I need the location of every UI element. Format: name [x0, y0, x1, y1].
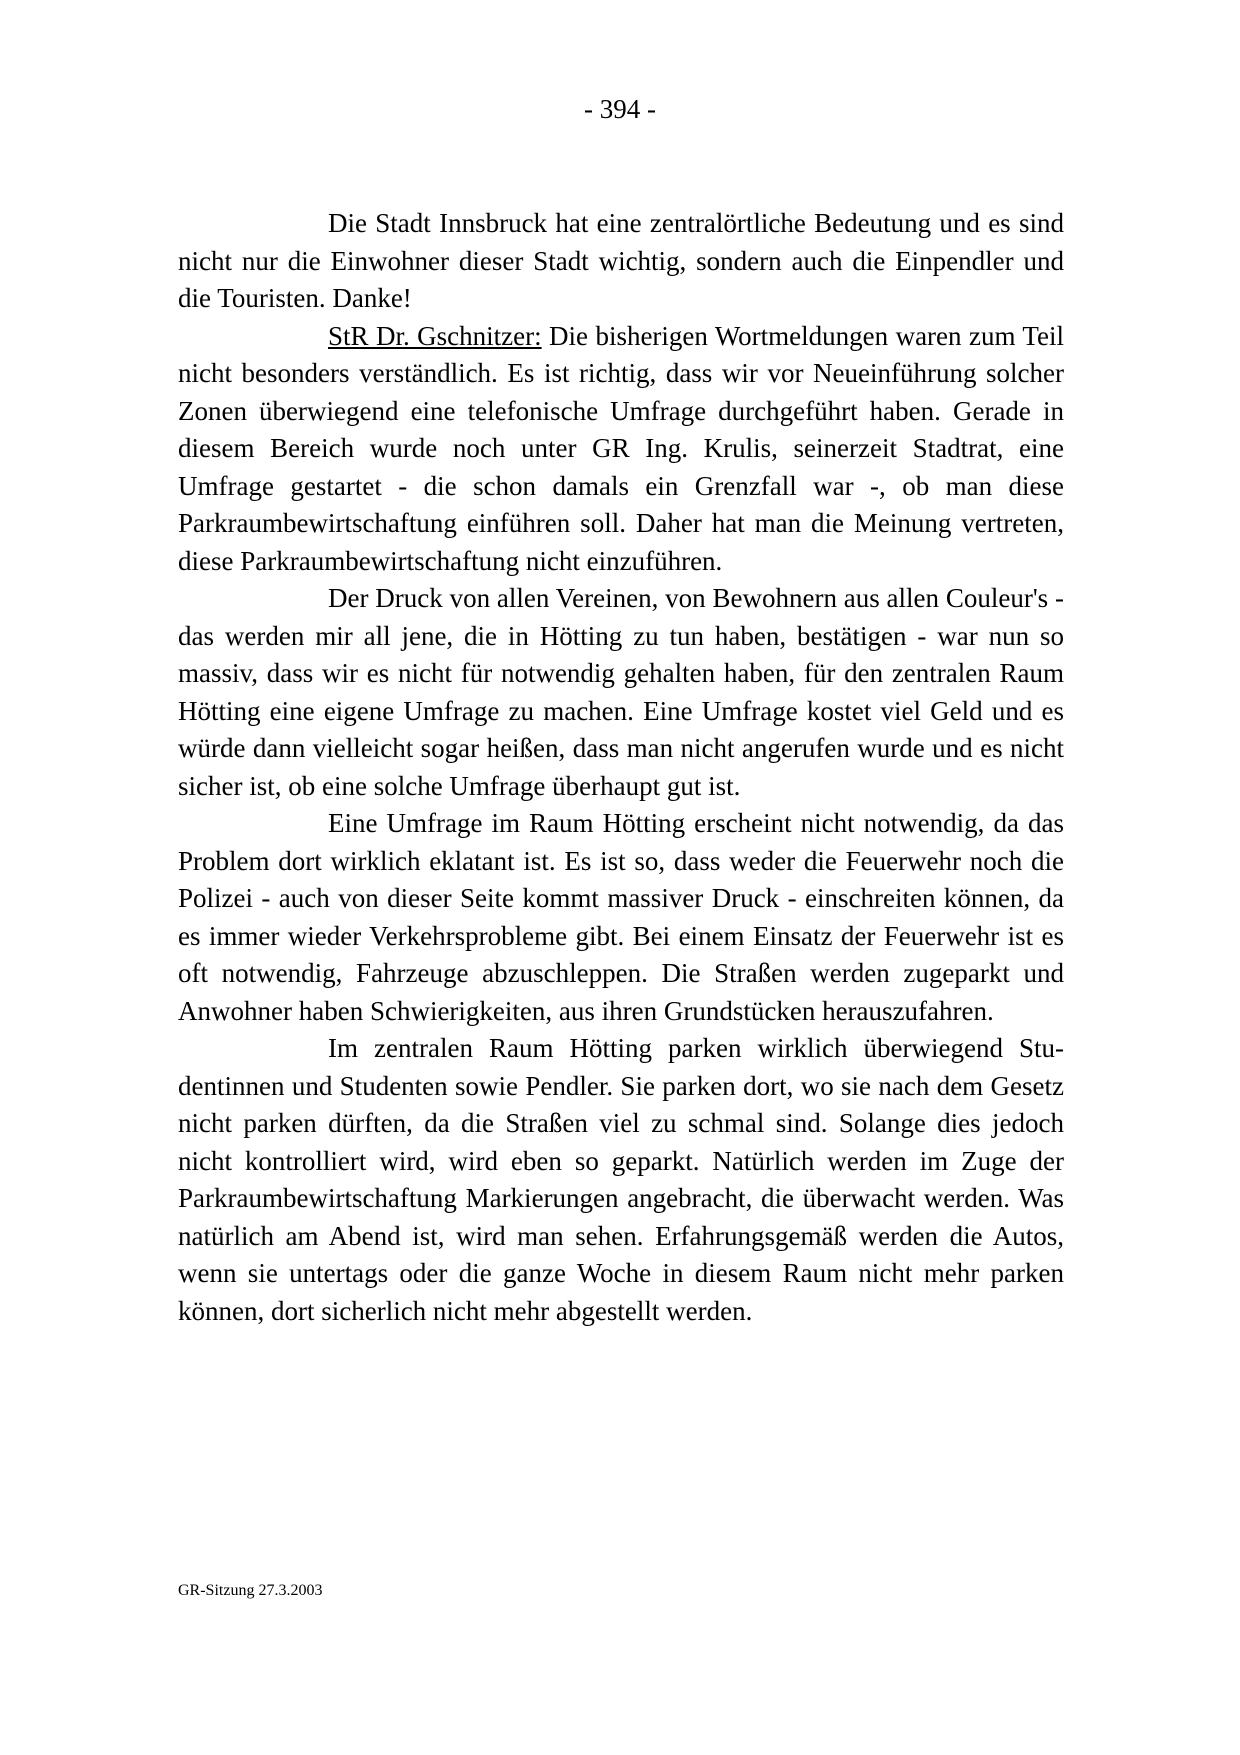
footer-session-date: GR-Sitzung 27.3.2003: [178, 1582, 323, 1599]
paragraph-1-text: Die Stadt Innsbruck hat eine zentralörtliche Bedeutung und es sind nicht nur die Einwohner dieser Stadt wichtig, sondern auch die Einpendler und die Touristen. Danke!: [178, 208, 1064, 313]
paragraph-2-text: Die bisherigen Wortmeldungen waren zum Teil nicht besonders verständlich. Es ist richtig, dass wir vor Neueinführung solcher Zonen überwiegend eine telefonische Umfrage durchgeführt haben. Gerade in diesem Bereich wurde noch unter GR Ing. Krulis, seinerzeit Stadtrat, eine Umfrage gestartet - die schon damals ein Grenzfall war -, ob man diese Parkraumbewirtschaftung einführen soll. Daher hat man die Meinung vertreten, diese Parkraumbewirtschaftung nicht einzuführen.: [178, 320, 1064, 576]
paragraph-5: [178, 1030, 1064, 1330]
paragraph-4: [178, 805, 1064, 1030]
speaker-name: StR Dr. Gschnitzer:: [328, 320, 542, 351]
paragraph-1: [178, 205, 1064, 318]
body-text: [178, 205, 1064, 1330]
paragraph-3: [178, 580, 1064, 805]
paragraph-3-text: Der Druck von allen Vereinen, von Bewohnern aus allen Couleur's - das werden mir all jene, die in Hötting zu tun haben, bestätigen - war nun so massiv, dass wir es nicht für notwendig gehalten haben, für den zentralen Raum Hötting eine eigene Umfrage zu machen. Eine Umfrage kostet viel Geld und es würde dann vielleicht sogar heißen, dass man nicht angerufen wurde und es nicht sicher ist, ob eine solche Umfrage überhaupt gut ist.: [178, 583, 1064, 801]
paragraph-4-text: Eine Umfrage im Raum Hötting erscheint nicht notwendig, da das Problem dort wirklich eklatant ist. Es ist so, dass weder die Feuerwehr noch die Polizei - auch von dieser Seite kommt massiver Druck - einschreiten können, da es immer wieder Verkehrsprobleme gibt. Bei einem Einsatz der Feuerwehr ist es oft notwendig, Fahrzeuge abzuschleppen. Die Straßen werden zugeparkt und Anwohner haben Schwierigkeiten, aus ihren Grundstücken herauszufahren.: [178, 808, 1064, 1026]
page-number: - 394 -: [584, 94, 656, 124]
paragraph-5-text: Im zentralen Raum Hötting parken wirklich überwiegend Studentinnen und Studenten sowie Pendler. Sie parken dort, wo sie nach dem Gesetz nicht parken dürften, da die Straßen viel zu schmal sind. Solange dies jedoch nicht kontrolliert wird, wird eben so geparkt. Natürlich werden im Zuge der Parkraumbewirtschaftung Markierungen angebracht, die überwacht werden. Was natürlich am Abend ist, wird man sehen. Erfahrungsgemäß werden die Autos, wenn sie untertags oder die ganze Woche in diesem Raum nicht mehr parken können, dort sicherlich nicht mehr abgestellt werden.: [178, 1033, 1064, 1326]
paragraph-2: [178, 318, 1064, 581]
